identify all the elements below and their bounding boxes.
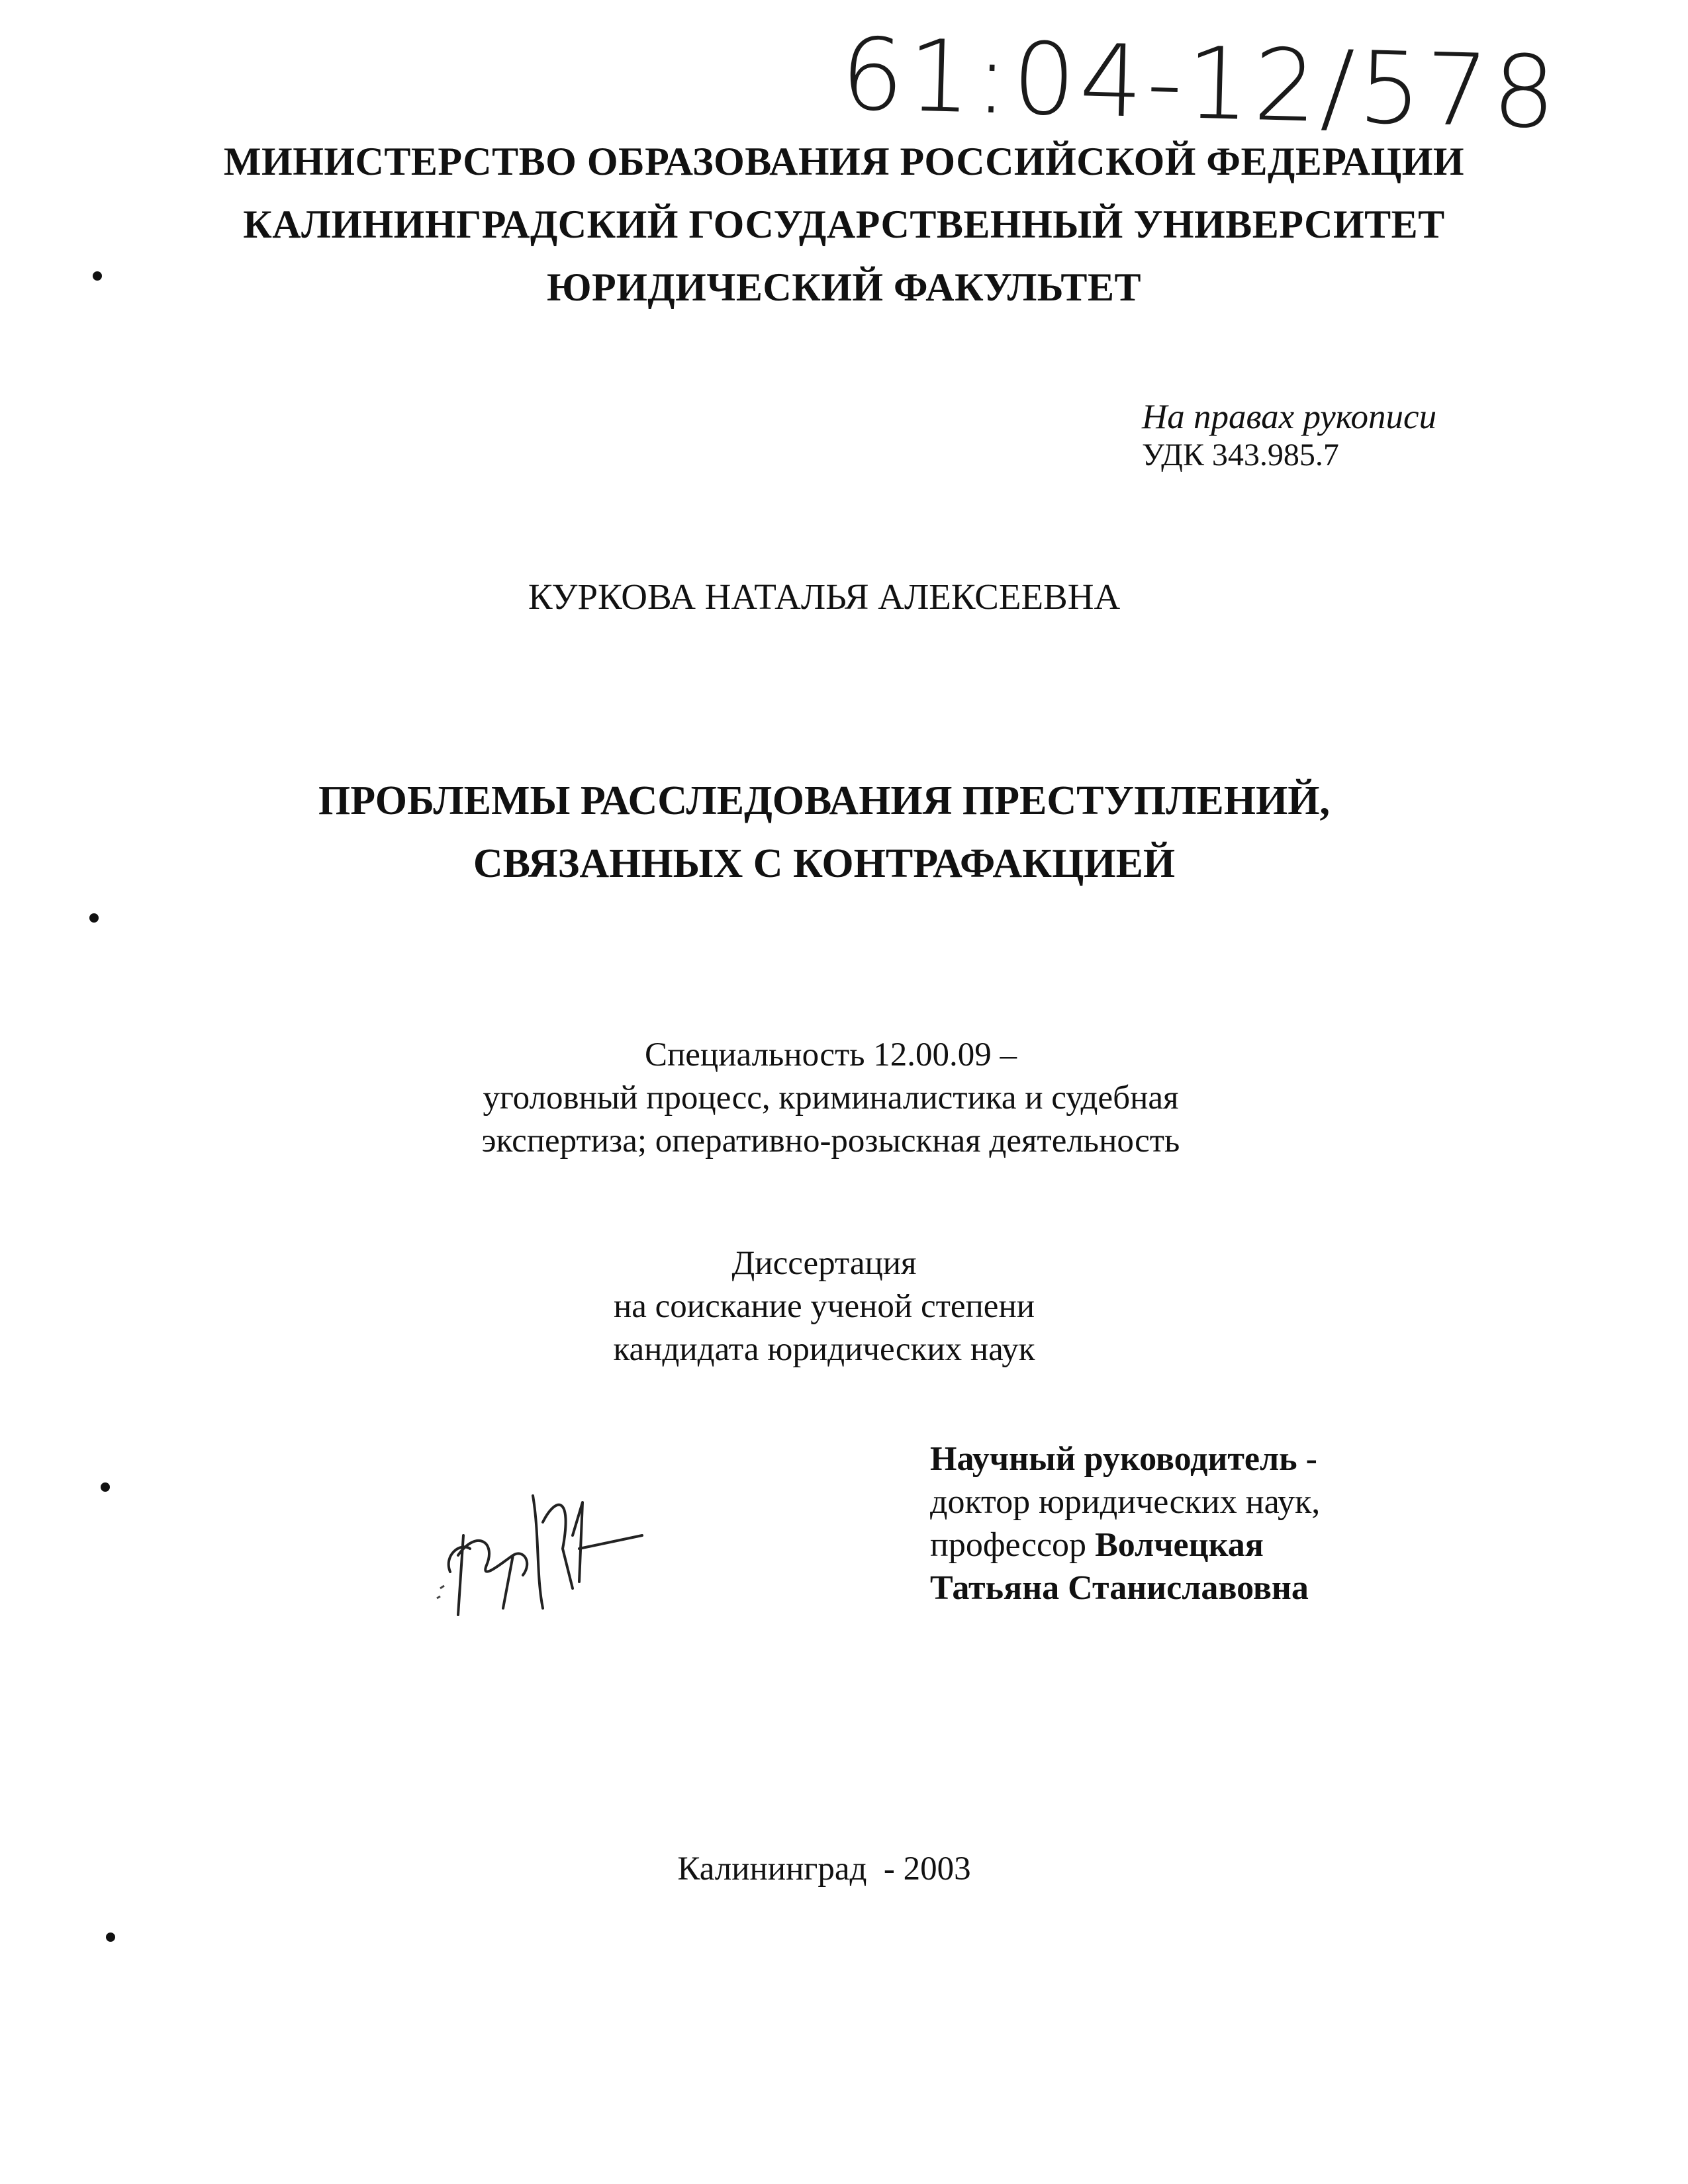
specialty-line3: экспертиза; оперативно-розыскная деятельность — [481, 1122, 1180, 1160]
university-line: КАЛИНИНГРАДСКИЙ ГОСУДАРСТВЕННЫЙ УНИВЕРСИТЕТ — [243, 203, 1445, 246]
udc-code: УДК 343.985.7 — [1142, 437, 1339, 473]
scan-speck — [106, 1933, 115, 1942]
specialty-line1: Специальность 12.00.09 – — [644, 1036, 1017, 1073]
scan-speck — [101, 1482, 110, 1492]
author-name: КУРКОВА НАТАЛЬЯ АЛЕКСЕЕВНА — [528, 576, 1121, 617]
dissertation-label: Диссертация — [731, 1245, 917, 1282]
dissertation-title-line1: ПРОБЛЕМЫ РАССЛЕДОВАНИЯ ПРЕСТУПЛЕНИЙ, — [318, 778, 1330, 823]
advisor-given-names: Татьяна Станиславовна — [930, 1569, 1309, 1607]
catalog-number: 61:04-12/578 — [839, 17, 1562, 152]
specialty-line2: уголовный процесс, криминалистика и судебная — [483, 1079, 1179, 1116]
signature-drawing — [424, 1456, 662, 1628]
scan-speck — [93, 271, 102, 281]
advisor-title-prefix: профессор — [930, 1526, 1087, 1564]
advisor-surname: Волчецкая — [1095, 1526, 1264, 1564]
scan-speck — [89, 913, 99, 923]
faculty-line: ЮРИДИЧЕСКИЙ ФАКУЛЬТЕТ — [547, 265, 1141, 309]
advisor-title-line — [930, 1525, 1264, 1565]
degree-line1: на соискание ученой степени — [613, 1288, 1035, 1325]
manuscript-rights: На правах рукописи — [1142, 398, 1437, 436]
dissertation-title-line2: СВЯЗАННЫХ С КОНТРАФАКЦИЕЙ — [473, 841, 1176, 886]
advisor-role: Научный руководитель - — [930, 1440, 1317, 1478]
city-year: Калининград - 2003 — [677, 1850, 971, 1888]
degree-line2: кандидата юридических наук — [613, 1331, 1035, 1368]
advisor-degree: доктор юридических наук, — [930, 1483, 1321, 1521]
ministry-line: МИНИСТЕРСТВО ОБРАЗОВАНИЯ РОССИЙСКОЙ ФЕДЕРАЦИИ — [223, 140, 1465, 183]
